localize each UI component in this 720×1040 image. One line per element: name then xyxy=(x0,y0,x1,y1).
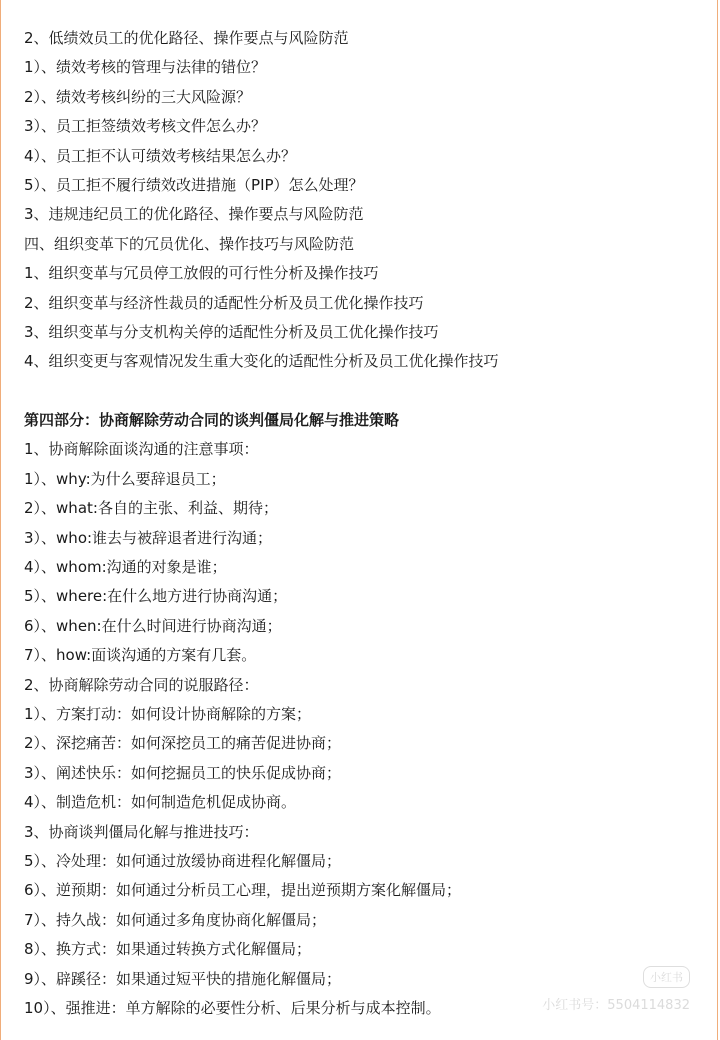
paragraph-gap xyxy=(24,377,704,406)
outline-item: 5）、where:在什么地方进行协商沟通； xyxy=(24,587,288,606)
outline-item: 1、协商解除面谈沟通的注意事项： xyxy=(24,440,259,459)
outline-item: 2）、深挖痛苦：如何深挖员工的痛苦促进协商； xyxy=(24,734,342,753)
outline-item: 3、协商谈判僵局化解与推进技巧： xyxy=(24,822,259,841)
outline-item: 6）、逆预期：如何通过分析员工心理，提出逆预期方案化解僵局； xyxy=(24,881,462,900)
outline-item: 8）、换方式：如果通过转换方式化解僵局； xyxy=(24,940,312,959)
section-heading: 第四部分：协商解除劳动合同的谈判僵局化解与推进策略 xyxy=(24,411,400,430)
outline-item: 1）、绩效考核的管理与法律的错位？ xyxy=(24,58,267,77)
outline-item: 6）、when:在什么时间进行协商沟通； xyxy=(24,616,282,635)
outline-item: 4）、制造危机：如何制造危机促成协商。 xyxy=(24,793,297,812)
outline-item: 3）、who:谁去与被辞退者进行沟通； xyxy=(24,528,273,547)
outline-item: 1、组织变革与冗员停工放假的可行性分析及操作技巧 xyxy=(24,264,379,283)
outline-item: 1）、why:为什么要辞退员工； xyxy=(24,469,226,488)
outline-item: 9）、辟蹊径：如果通过短平快的措施化解僵局； xyxy=(24,969,342,988)
outline-item: 2、协商解除劳动合同的说服路径： xyxy=(24,675,259,694)
watermark xyxy=(530,966,690,1013)
outline-item: 2）、绩效考核纠纷的三大风险源？ xyxy=(24,87,252,106)
outline-item: 3、违规违纪员工的优化路径、操作要点与风险防范 xyxy=(24,205,364,224)
outline-item: 5）、员工拒不履行绩效改进措施（PIP）怎么处理？ xyxy=(24,175,364,194)
outline-item: 7）、持久战：如何通过多角度协商化解僵局； xyxy=(24,910,327,929)
watermark-logo: 小红书 xyxy=(643,966,690,988)
outline-item: 3）、阐述快乐：如何挖掘员工的快乐促成协商； xyxy=(24,763,342,782)
outline-item: 4、组织变更与客观情况发生重大变化的适配性分析及员工优化操作技巧 xyxy=(24,352,499,371)
outline-item: 四、组织变革下的冗员优化、操作技巧与风险防范 xyxy=(24,234,355,253)
outline-item: 1）、方案打动：如何设计协商解除的方案； xyxy=(24,704,312,723)
outline-item: 4）、员工拒不认可绩效考核结果怎么办？ xyxy=(24,146,297,165)
document-body xyxy=(24,24,704,1023)
outline-item: 2）、what:各自的主张、利益、期待； xyxy=(24,499,278,518)
outline-item: 10）、强推进：单方解除的必要性分析、后果分析与成本控制。 xyxy=(24,998,441,1017)
outline-item: 2、组织变革与经济性裁员的适配性分析及员工优化操作技巧 xyxy=(24,293,424,312)
outline-item: 7）、how:面谈沟通的方案有几套。 xyxy=(24,646,257,665)
watermark-id: 小红书号：5504114832 xyxy=(542,998,690,1013)
outline-item: 3、组织变革与分支机构关停的适配性分析及员工优化操作技巧 xyxy=(24,322,439,341)
outline-item: 5）、冷处理：如何通过放缓协商进程化解僵局； xyxy=(24,851,342,870)
outline-item: 3）、员工拒签绩效考核文件怎么办？ xyxy=(24,117,267,136)
outline-item: 2、低绩效员工的优化路径、操作要点与风险防范 xyxy=(24,29,349,47)
outline-item: 4）、whom:沟通的对象是谁； xyxy=(24,558,227,577)
